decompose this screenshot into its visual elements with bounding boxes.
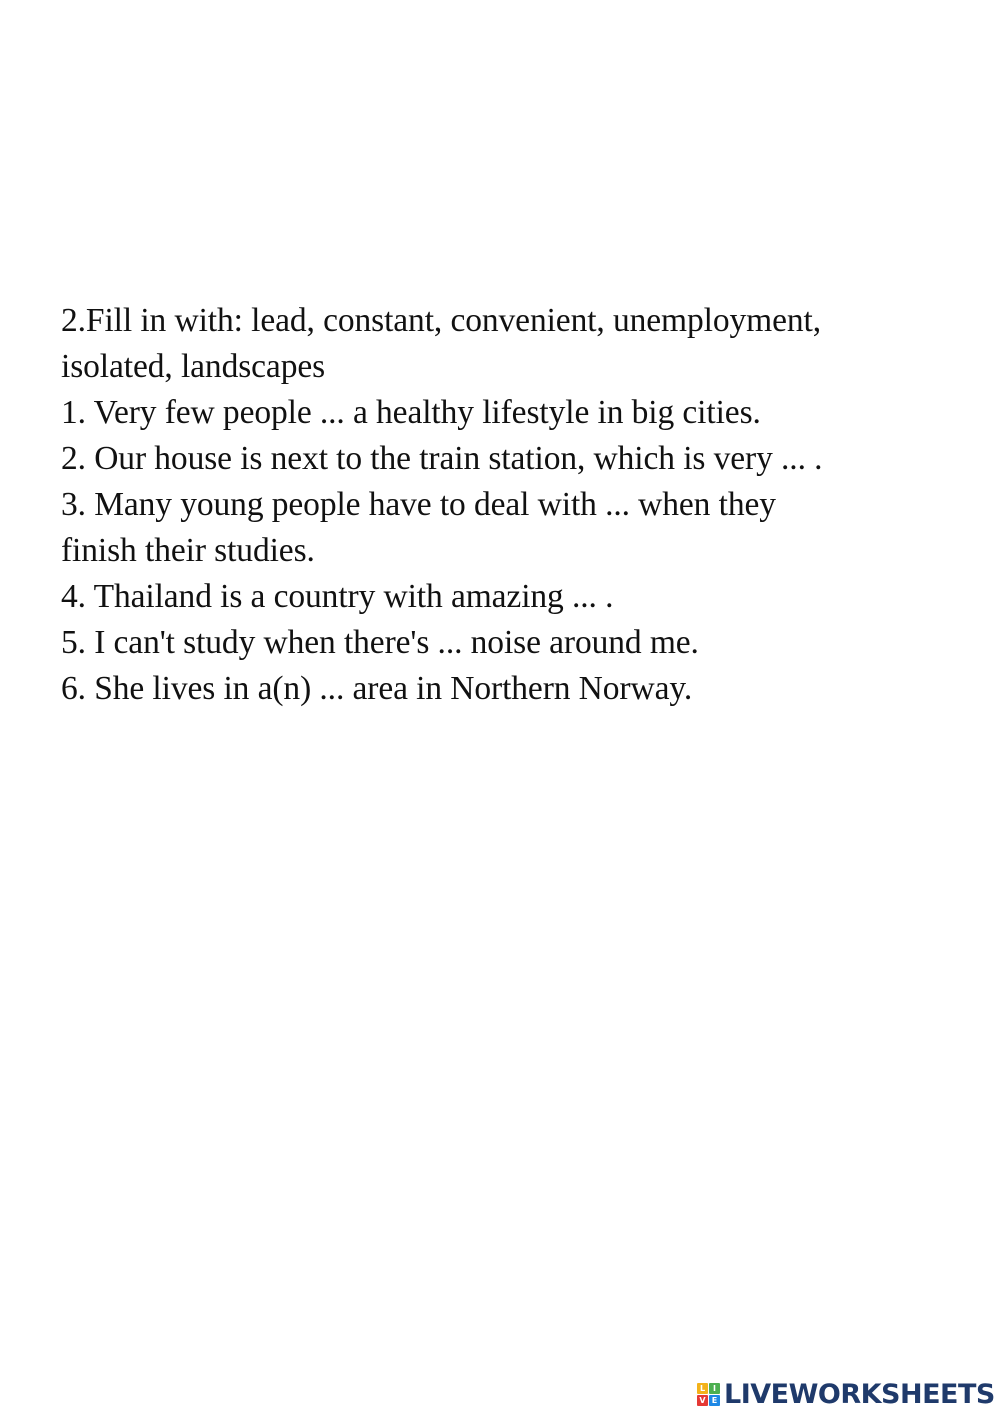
question-2: 2. Our house is next to the train station, which is very ... . [61, 440, 823, 477]
question-3-continued: finish their studies. [61, 532, 315, 569]
question-6: 6. She lives in a(n) ... area in Northern Norway. [61, 670, 693, 707]
logo-tile-i: I [709, 1383, 720, 1394]
logo-tile-v: V [697, 1395, 708, 1406]
instruction-text-continued: isolated, landscapes [61, 348, 326, 385]
logo-mark-icon [697, 1383, 720, 1406]
worksheet-content [61, 298, 961, 712]
brand-name: LIVEWORKSHEETS [724, 1378, 995, 1410]
liveworksheets-logo [697, 1376, 995, 1412]
logo-tile-e: E [709, 1395, 720, 1406]
question-3: 3. Many young people have to deal with ... when they [61, 486, 776, 523]
instruction-text: 2.Fill in with: lead, constant, convenient, unemployment, [61, 302, 822, 339]
logo-tile-l: L [697, 1383, 708, 1394]
question-4: 4. Thailand is a country with amazing ... . [61, 578, 614, 615]
question-1: 1. Very few people ... a healthy lifestyle in big cities. [61, 394, 761, 431]
question-5: 5. I can't study when there's ... noise around me. [61, 624, 699, 661]
